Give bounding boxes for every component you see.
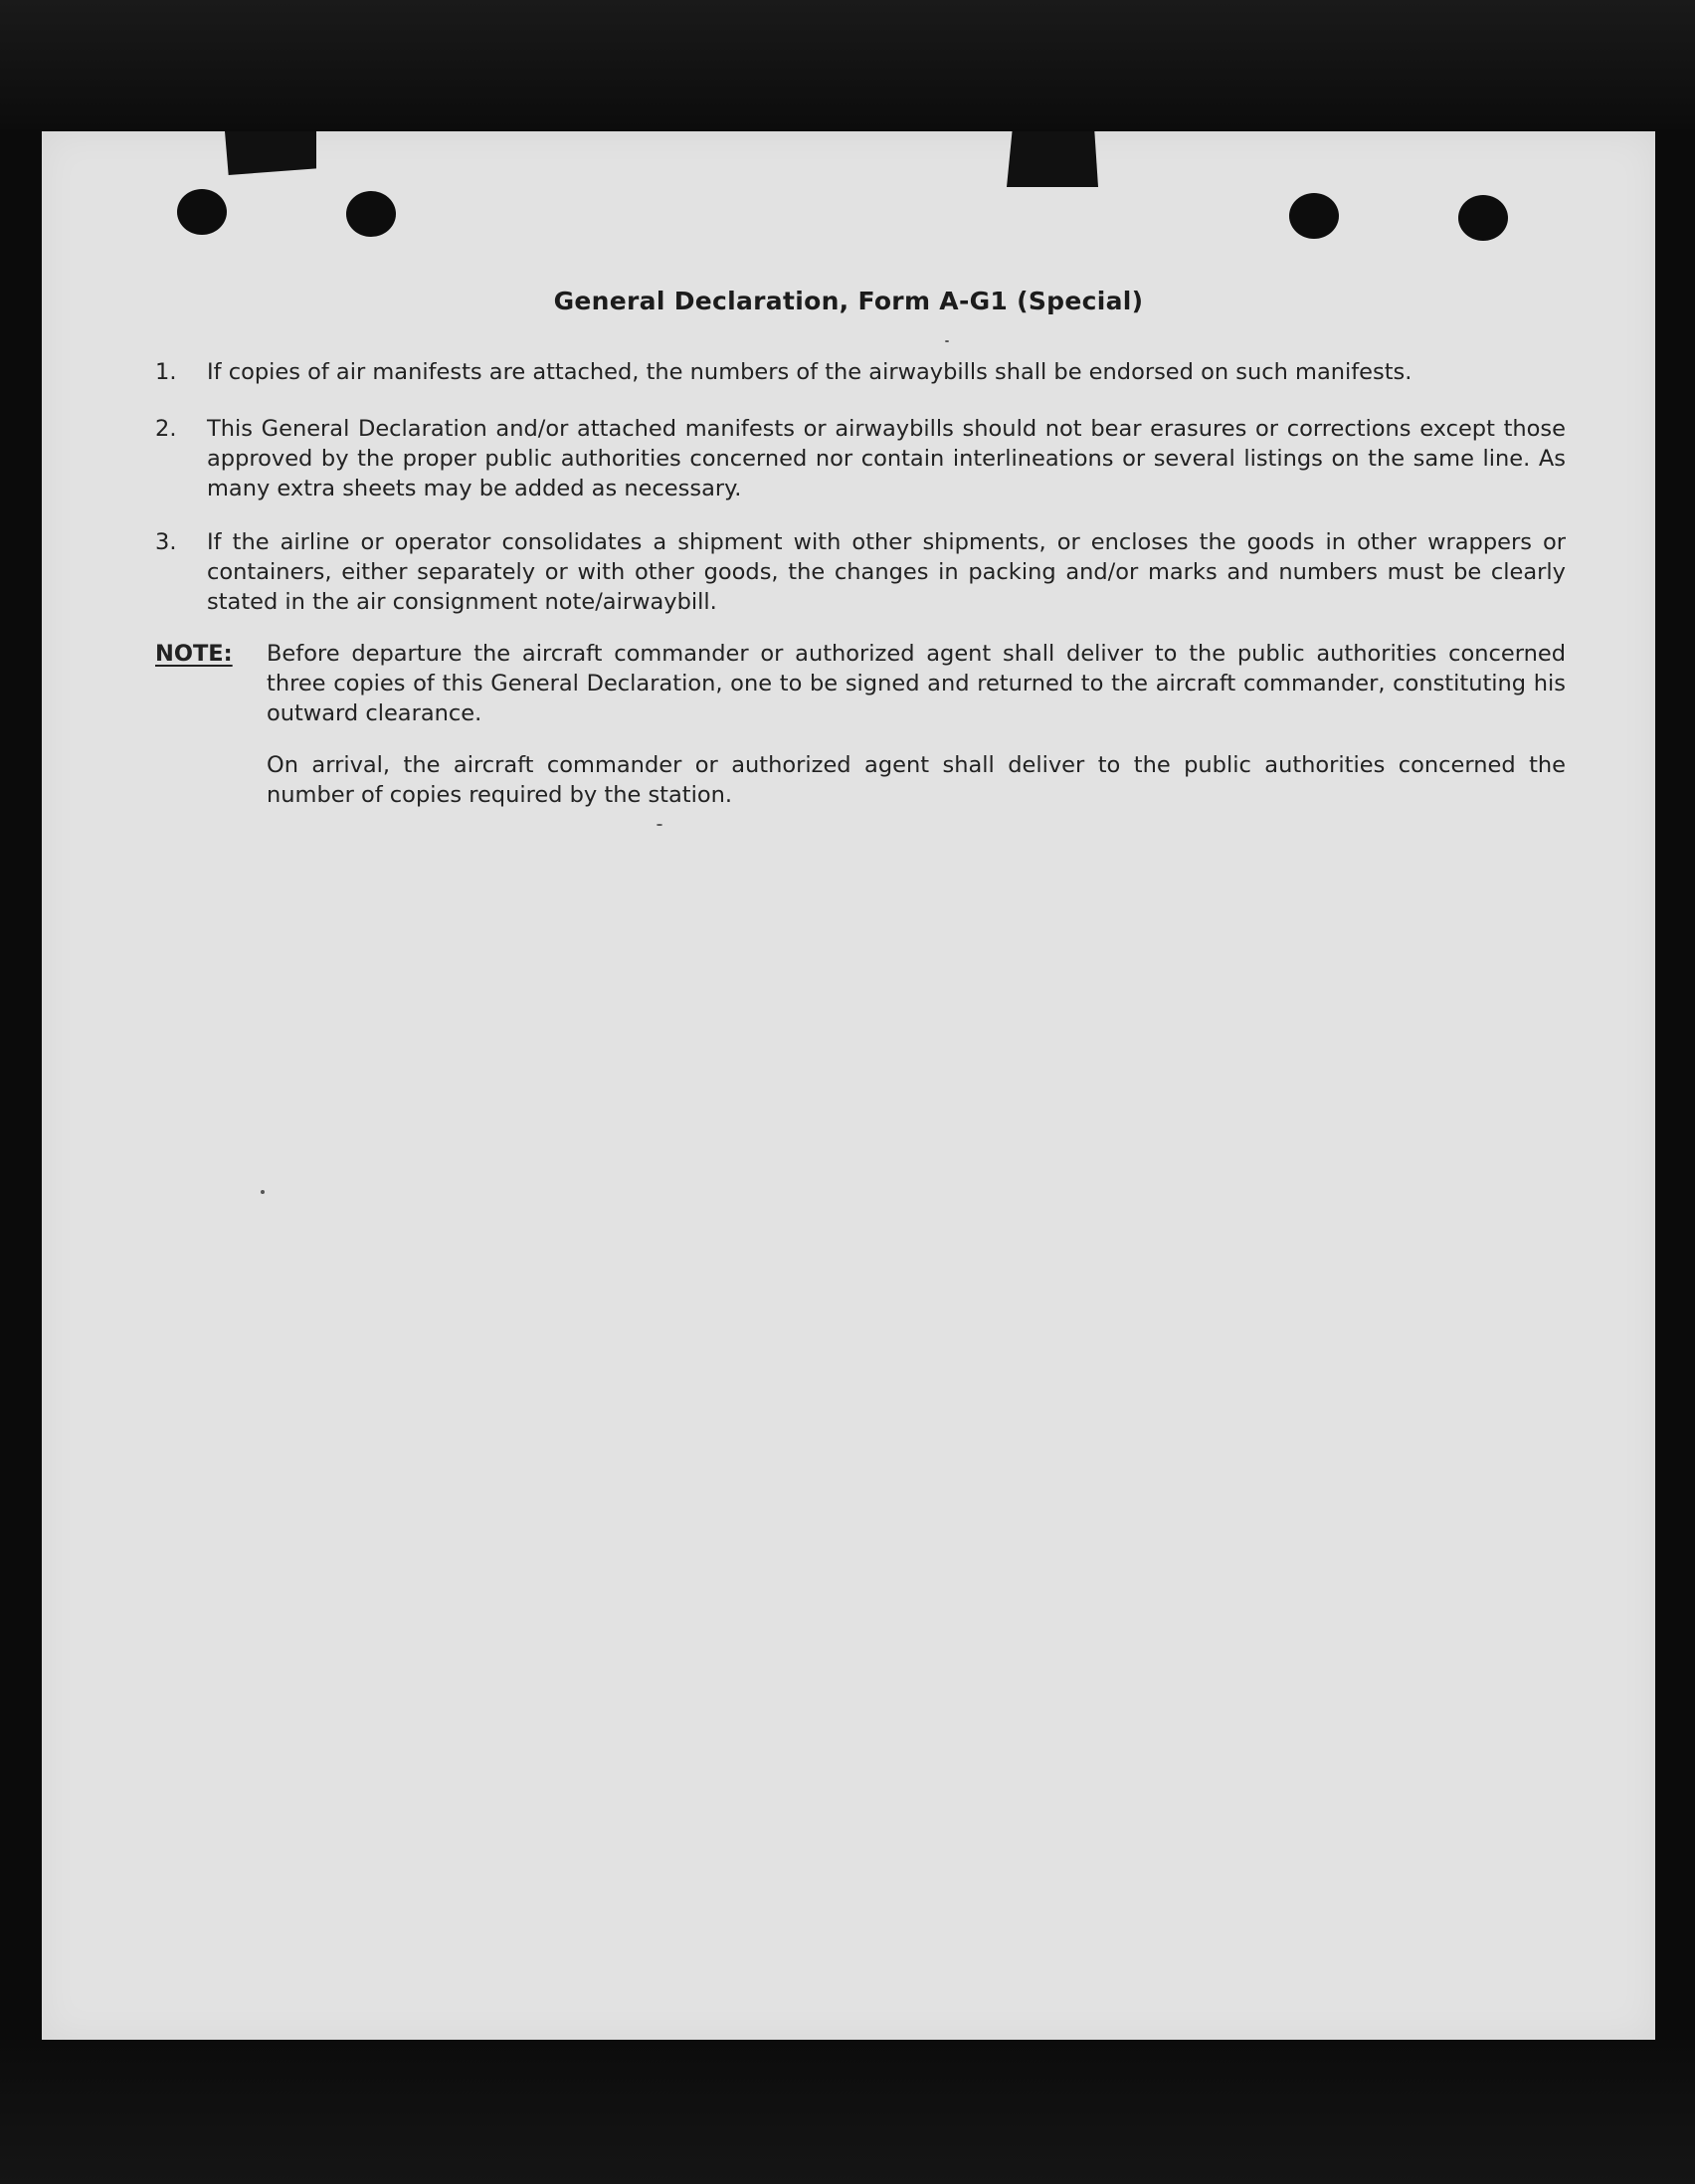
item-number: 1. (155, 359, 177, 385)
note-label: NOTE: (155, 641, 233, 667)
scan-top-border (0, 0, 1695, 129)
item-text: If the airline or operator consolidates a shipment with other shipments, or encloses the goods in other wrappers or containers, either separately or with other goods, the changes in packing and/or marks and numbers must be clearly stated in the air consignment note/airwaybill. (207, 529, 1566, 615)
note-paragraph: On arrival, the aircraft commander or authorized agent shall deliver to the public authorities concerned the number of copies required by the station. (267, 752, 1566, 808)
punch-hole (346, 191, 396, 237)
punch-hole (1289, 193, 1339, 239)
punch-hole (1458, 195, 1508, 241)
document-title: General Declaration, Form A-G1 (Special) (553, 287, 1144, 315)
item-number: 3. (155, 529, 177, 555)
punch-hole (177, 189, 227, 235)
instruction-item (155, 414, 1566, 503)
item-text: This General Declaration and/or attached manifests or airwaybills should not bear erasures or corrections except those approved by the proper public authorities concerned nor contain interlineations or several listings on the same line. As many extra sheets may be added as necessary. (207, 416, 1566, 501)
instruction-item (155, 357, 1566, 387)
scan-bottom-border (0, 2040, 1695, 2184)
scan-speck (261, 1190, 265, 1194)
scan-speck (945, 340, 949, 342)
note-section (155, 639, 1566, 810)
item-text: If copies of air manifests are attached, the numbers of the airwaybills shall be endorsed on such manifests. (207, 359, 1412, 385)
instruction-item (155, 527, 1566, 617)
binder-tab-center (1007, 131, 1098, 187)
binder-tab-left (225, 131, 316, 175)
scan-speck (657, 824, 662, 826)
note-paragraph: Before departure the aircraft commander or authorized agent shall deliver to the public authorities concerned three copies of this General Declaration, one to be signed and returned to the aircraft commander, constituting his outward clearance. (267, 641, 1566, 726)
item-number: 2. (155, 416, 177, 442)
